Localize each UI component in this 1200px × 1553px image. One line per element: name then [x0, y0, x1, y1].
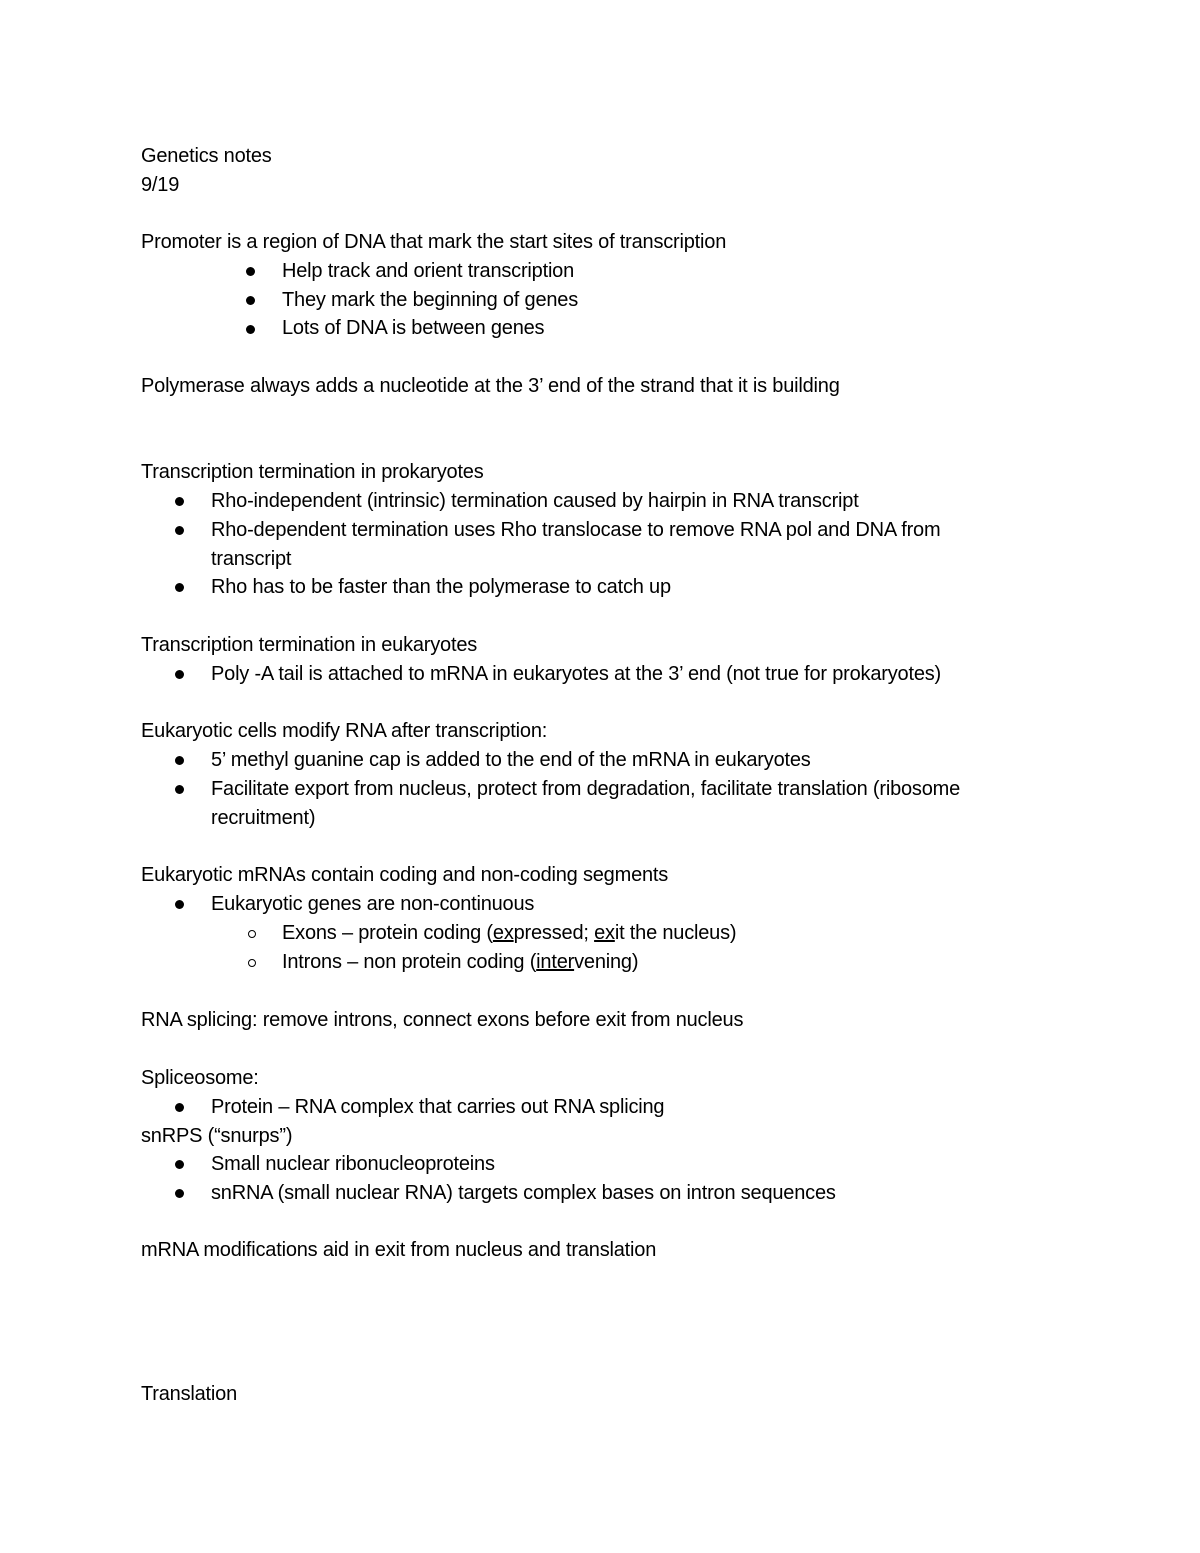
hollow-bullet-icon: [248, 959, 256, 967]
bullet-icon: [175, 1103, 184, 1112]
euk-termination-heading: Transcription termination in eukaryotes: [141, 634, 478, 656]
list-item: Rho has to be faster than the polymerase to catch up: [211, 576, 671, 598]
spliceosome-heading: Spliceosome:: [141, 1067, 259, 1089]
splicing-paragraph: RNA splicing: remove introns, connect exons before exit from nucleus: [141, 1009, 744, 1031]
exons-underlined: ex: [594, 922, 615, 944]
bullet-icon: [175, 583, 184, 592]
list-item: Rho-dependent termination uses Rho translocase to remove RNA pol and DNA from: [211, 519, 941, 541]
list-item: 5’ methyl guanine cap is added to the end of the mRNA in eukaryotes: [211, 749, 811, 771]
bullet-icon: [175, 756, 184, 765]
list-item: Rho-independent (intrinsic) termination caused by hairpin in RNA transcript: [211, 490, 859, 512]
list-item-continuation: transcript: [211, 548, 292, 570]
hollow-bullet-icon: [248, 930, 256, 938]
introns-text: vening): [574, 951, 639, 973]
bullet-icon: [175, 1189, 184, 1198]
list-item: They mark the beginning of genes: [282, 289, 579, 311]
translation-heading: Translation: [141, 1383, 237, 1405]
introns-text: Introns – non protein coding (: [282, 951, 537, 973]
bullet-icon: [246, 325, 255, 334]
bullet-icon: [175, 1160, 184, 1169]
euk-modify-heading: Eukaryotic cells modify RNA after transcription:: [141, 720, 548, 742]
snrps-heading: snRPS (“snurps”): [141, 1125, 293, 1147]
bullet-icon: [175, 526, 184, 535]
exons-underlined: ex: [492, 922, 514, 944]
promoter-heading: Promoter is a region of DNA that mark the start sites of transcription: [141, 231, 727, 253]
list-item: Lots of DNA is between genes: [282, 317, 545, 339]
bullet-icon: [175, 497, 184, 506]
euk-mrna-heading: Eukaryotic mRNAs contain coding and non-coding segments: [141, 864, 669, 886]
introns-underlined: inter: [536, 951, 575, 973]
list-item: Help track and orient transcription: [282, 260, 575, 282]
list-item: Small nuclear ribonucleoproteins: [211, 1153, 495, 1175]
list-item: Facilitate export from nucleus, protect from degradation, facilitate translation (ribosome: [211, 778, 961, 800]
exons-text: pressed;: [513, 922, 595, 944]
list-item-continuation: recruitment): [211, 807, 316, 829]
list-item: snRNA (small nuclear RNA) targets complex bases on intron sequences: [211, 1182, 836, 1204]
bullet-icon: [246, 296, 255, 305]
doc-date: 9/19: [141, 174, 180, 196]
sub-list-item-exons: [282, 919, 736, 948]
bullet-icon: [175, 785, 184, 794]
bullet-icon: [175, 670, 184, 679]
polymerase-paragraph: Polymerase always adds a nucleotide at the 3’ end of the strand that it is building: [141, 375, 840, 397]
exons-text: Exons – protein coding (: [282, 922, 493, 944]
list-item: Protein – RNA complex that carries out RNA splicing: [211, 1096, 665, 1118]
exons-text: it the nucleus): [614, 922, 737, 944]
mrna-mod-paragraph: mRNA modifications aid in exit from nucleus and translation: [141, 1239, 657, 1261]
prok-termination-heading: Transcription termination in prokaryotes: [141, 461, 484, 483]
bullet-icon: [246, 267, 255, 276]
doc-title: Genetics notes: [141, 145, 272, 167]
list-item: Eukaryotic genes are non-continuous: [211, 893, 535, 915]
sub-list-item-introns: [282, 948, 638, 977]
bullet-icon: [175, 900, 184, 909]
list-item: Poly -A tail is attached to mRNA in eukaryotes at the 3’ end (not true for prokaryotes): [211, 663, 942, 685]
